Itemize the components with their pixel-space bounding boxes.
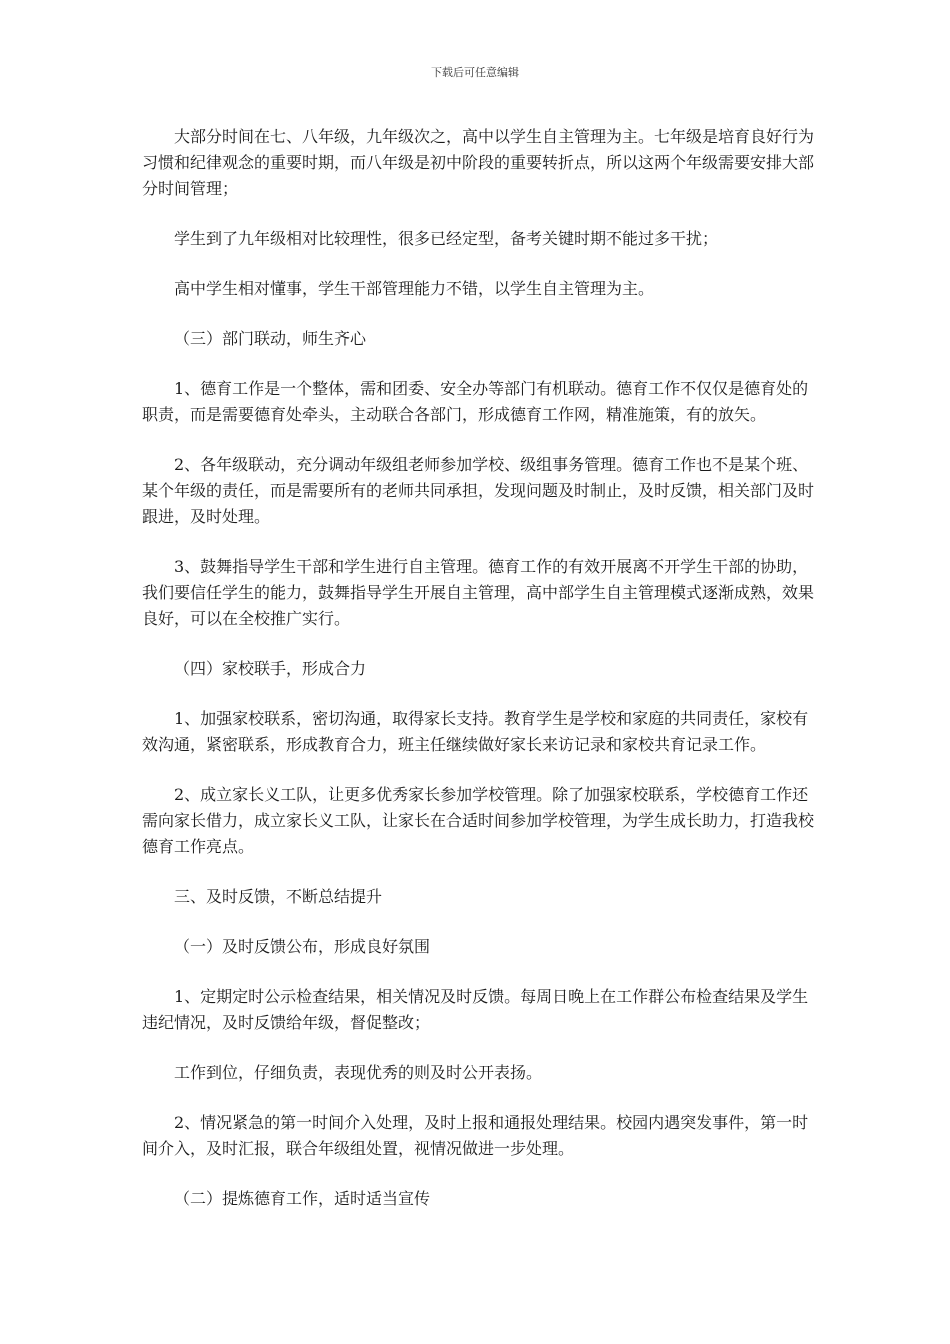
section-heading: （一）及时反馈公布，形成良好氛围 bbox=[174, 937, 431, 956]
paragraph: 学生到了九年级相对比较理性，很多已经定型，备考关键时期不能过多干扰； bbox=[174, 229, 719, 248]
document-body bbox=[142, 124, 822, 1212]
section-heading: （四）家校联手，形成合力 bbox=[174, 659, 367, 678]
paragraph: 2、各年级联动，充分调动年级组老师参加学校、级组事务管理。德育工作也不是某个班、某个年级的责任，而是需要所有的老师共同承担，发现问题及时制止，及时反馈，相关部门及时跟进，及时处理。 bbox=[142, 455, 815, 526]
section-heading: （二）提炼德育工作，适时适当宣传 bbox=[174, 1189, 431, 1208]
paragraph: 工作到位，仔细负责，表现优秀的则及时公开表扬。 bbox=[174, 1063, 543, 1082]
paragraph: 1、加强家校联系，密切沟通，取得家长支持。教育学生是学校和家庭的共同责任，家校有效沟通，紧密联系，形成教育合力，班主任继续做好家长来访记录和家校共育记录工作。 bbox=[142, 709, 809, 754]
paragraph: 3、鼓舞指导学生干部和学生进行自主管理。德育工作的有效开展离不开学生干部的协助，我们要信任学生的能力，鼓舞指导学生开展自主管理，高中部学生自主管理模式逐渐成熟，效果良好，可以在全校推广实行。 bbox=[142, 557, 815, 628]
paragraph: 2、成立家长义工队，让更多优秀家长参加学校管理。除了加强家校联系，学校德育工作还需向家长借力，成立家长义工队，让家长在合适时间参加学校管理，为学生成长助力，打造我校德育工作亮点。 bbox=[142, 785, 815, 856]
paragraph: 2、情况紧急的第一时间介入处理，及时上报和通报处理结果。校园内遇突发事件，第一时间介入，及时汇报，联合年级组处置，视情况做进一步处理。 bbox=[142, 1113, 809, 1158]
paragraph: 大部分时间在七、八年级，九年级次之，高中以学生自主管理为主。七年级是培育良好行为习惯和纪律观念的重要时期，而八年级是初中阶段的重要转折点，所以这两个年级需要安排大部分时间管理； bbox=[142, 127, 815, 198]
paragraph: 1、德育工作是一个整体，需和团委、安全办等部门有机联动。德育工作不仅仅是德育处的职责，而是需要德育处牵头，主动联合各部门，形成德育工作网，精准施策，有的放矢。 bbox=[142, 379, 809, 424]
paragraph: 1、定期定时公示检查结果，相关情况及时反馈。每周日晚上在工作群公布检查结果及学生违纪情况，及时反馈给年级，督促整改； bbox=[142, 987, 809, 1032]
section-heading: 三、及时反馈，不断总结提升 bbox=[174, 887, 383, 906]
section-heading: （三）部门联动，师生齐心 bbox=[174, 329, 367, 348]
page-header: 下载后可任意编辑 bbox=[431, 66, 519, 79]
paragraph: 高中学生相对懂事，学生干部管理能力不错，以学生自主管理为主。 bbox=[174, 279, 655, 298]
